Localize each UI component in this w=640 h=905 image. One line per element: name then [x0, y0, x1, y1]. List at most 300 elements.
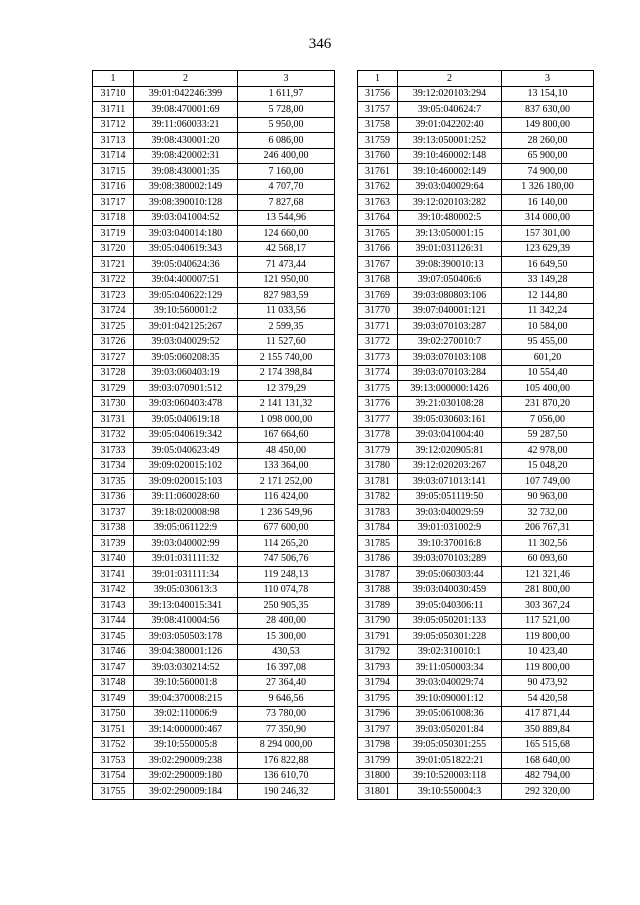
cadastral-number-cell: 39:03:060403:19	[134, 365, 238, 381]
table-row	[93, 179, 335, 195]
value-cell: 42 568,17	[238, 241, 335, 257]
row-number-cell: 31769	[358, 288, 398, 304]
row-number-cell: 31756	[358, 86, 398, 102]
row-number-cell: 31759	[358, 133, 398, 149]
table-row	[93, 303, 335, 319]
row-number-cell: 31796	[358, 706, 398, 722]
table-row	[358, 644, 594, 660]
table-row	[93, 489, 335, 505]
value-cell: 10 584,00	[502, 319, 594, 335]
value-cell: 9 646,56	[238, 691, 335, 707]
cadastral-number-cell: 39:03:040029:59	[398, 505, 502, 521]
cadastral-number-cell: 39:01:042125:267	[134, 319, 238, 335]
value-cell: 60 093,60	[502, 551, 594, 567]
value-cell: 16 649,50	[502, 257, 594, 273]
cadastral-number-cell: 39:03:070103:287	[398, 319, 502, 335]
cadastral-number-cell: 39:05:061008:36	[398, 706, 502, 722]
row-number-cell: 31752	[93, 737, 134, 753]
row-number-cell: 31749	[93, 691, 134, 707]
value-cell: 10 554,40	[502, 365, 594, 381]
table-row	[358, 629, 594, 645]
value-cell: 2 174 398,84	[238, 365, 335, 381]
table-row	[358, 148, 594, 164]
right-data-table	[357, 70, 594, 800]
row-number-cell: 31712	[93, 117, 134, 133]
cadastral-number-cell: 39:14:000000:467	[134, 722, 238, 738]
value-cell: 133 364,00	[238, 458, 335, 474]
row-number-cell: 31751	[93, 722, 134, 738]
cadastral-number-cell: 39:05:050301:228	[398, 629, 502, 645]
value-cell: 314 000,00	[502, 210, 594, 226]
table-row	[358, 272, 594, 288]
table-row	[358, 303, 594, 319]
row-number-cell: 31717	[93, 195, 134, 211]
table-row	[358, 102, 594, 118]
row-number-cell: 31744	[93, 613, 134, 629]
value-cell: 73 780,00	[238, 706, 335, 722]
row-number-cell: 31760	[358, 148, 398, 164]
row-number-cell: 31774	[358, 365, 398, 381]
table-row	[93, 241, 335, 257]
value-cell: 10 423,40	[502, 644, 594, 660]
cadastral-number-cell: 39:07:040001:121	[398, 303, 502, 319]
table-row	[358, 86, 594, 102]
table-row	[358, 784, 594, 800]
table-row	[358, 474, 594, 490]
table-row	[358, 365, 594, 381]
row-number-cell: 31777	[358, 412, 398, 428]
table-row	[93, 381, 335, 397]
row-number-cell: 31715	[93, 164, 134, 180]
value-cell: 601,20	[502, 350, 594, 366]
cadastral-number-cell: 39:10:560001:8	[134, 675, 238, 691]
table-row	[358, 737, 594, 753]
table-row	[358, 319, 594, 335]
value-cell: 119 248,13	[238, 567, 335, 583]
table-row	[93, 226, 335, 242]
table-row	[358, 722, 594, 738]
table-row	[358, 598, 594, 614]
value-cell: 114 265,20	[238, 536, 335, 552]
value-cell: 95 455,00	[502, 334, 594, 350]
value-cell: 2 155 740,00	[238, 350, 335, 366]
row-number-cell: 31795	[358, 691, 398, 707]
table-row	[358, 334, 594, 350]
table-row	[93, 520, 335, 536]
cadastral-number-cell: 39:05:040619:18	[134, 412, 238, 428]
cadastral-number-cell: 39:01:042246:399	[134, 86, 238, 102]
cadastral-number-cell: 39:04:370008:215	[134, 691, 238, 707]
table-row	[93, 443, 335, 459]
table-row	[358, 381, 594, 397]
row-number-cell: 31789	[358, 598, 398, 614]
value-cell: 15 300,00	[238, 629, 335, 645]
table-row	[358, 257, 594, 273]
value-cell: 417 871,44	[502, 706, 594, 722]
row-number-cell: 31784	[358, 520, 398, 536]
table-row	[358, 210, 594, 226]
cadastral-number-cell: 39:03:070103:284	[398, 365, 502, 381]
cadastral-number-cell: 39:03:041004:52	[134, 210, 238, 226]
table-row	[93, 706, 335, 722]
cadastral-number-cell: 39:08:390010:128	[134, 195, 238, 211]
value-cell: 33 149,28	[502, 272, 594, 288]
value-cell: 11 342,24	[502, 303, 594, 319]
cadastral-number-cell: 39:13:000000:1426	[398, 381, 502, 397]
row-number-cell: 31728	[93, 365, 134, 381]
cadastral-number-cell: 39:18:020008:98	[134, 505, 238, 521]
cadastral-number-cell: 39:03:040029:64	[398, 179, 502, 195]
value-cell: 7 056,00	[502, 412, 594, 428]
cadastral-number-cell: 39:10:560001:2	[134, 303, 238, 319]
table-header-row	[358, 71, 594, 87]
row-number-cell: 31781	[358, 474, 398, 490]
row-number-cell: 31713	[93, 133, 134, 149]
cadastral-number-cell: 39:05:060303:44	[398, 567, 502, 583]
row-number-cell: 31726	[93, 334, 134, 350]
table-row	[93, 598, 335, 614]
cadastral-number-cell: 39:03:080803:106	[398, 288, 502, 304]
table-row	[93, 691, 335, 707]
cadastral-number-cell: 39:03:040014:180	[134, 226, 238, 242]
cadastral-number-cell: 39:03:040029:52	[134, 334, 238, 350]
row-number-cell: 31792	[358, 644, 398, 660]
value-cell: 90 963,00	[502, 489, 594, 505]
row-number-cell: 31782	[358, 489, 398, 505]
row-number-cell: 31794	[358, 675, 398, 691]
row-number-cell: 31723	[93, 288, 134, 304]
value-cell: 59 287,50	[502, 427, 594, 443]
row-number-cell: 31790	[358, 613, 398, 629]
row-number-cell: 31716	[93, 179, 134, 195]
table-row	[358, 412, 594, 428]
value-cell: 350 889,84	[502, 722, 594, 738]
value-cell: 90 473,92	[502, 675, 594, 691]
row-number-cell: 31755	[93, 784, 134, 800]
cadastral-number-cell: 39:05:051119:50	[398, 489, 502, 505]
cadastral-number-cell: 39:11:060033:21	[134, 117, 238, 133]
row-number-cell: 31776	[358, 396, 398, 412]
value-cell: 837 630,00	[502, 102, 594, 118]
cadastral-number-cell: 39:13:050001:15	[398, 226, 502, 242]
table-row	[93, 272, 335, 288]
table-row	[93, 365, 335, 381]
table-row	[358, 117, 594, 133]
column-header-number: 1	[358, 71, 398, 87]
cadastral-number-cell: 39:08:430001:35	[134, 164, 238, 180]
row-number-cell: 31765	[358, 226, 398, 242]
row-number-cell: 31778	[358, 427, 398, 443]
cadastral-number-cell: 39:05:040623:49	[134, 443, 238, 459]
cadastral-number-cell: 39:12:020203:267	[398, 458, 502, 474]
cadastral-number-cell: 39:03:041004:40	[398, 427, 502, 443]
table-row	[93, 768, 335, 784]
value-cell: 32 732,00	[502, 505, 594, 521]
row-number-cell: 31757	[358, 102, 398, 118]
value-cell: 250 905,35	[238, 598, 335, 614]
row-number-cell: 31722	[93, 272, 134, 288]
value-cell: 28 400,00	[238, 613, 335, 629]
cadastral-number-cell: 39:12:020905:81	[398, 443, 502, 459]
value-cell: 281 800,00	[502, 582, 594, 598]
row-number-cell: 31711	[93, 102, 134, 118]
row-number-cell: 31801	[358, 784, 398, 800]
row-number-cell: 31761	[358, 164, 398, 180]
table-row	[358, 691, 594, 707]
cadastral-number-cell: 39:03:070103:289	[398, 551, 502, 567]
row-number-cell: 31786	[358, 551, 398, 567]
row-number-cell: 31718	[93, 210, 134, 226]
cadastral-number-cell: 39:05:030613:3	[134, 582, 238, 598]
value-cell: 149 800,00	[502, 117, 594, 133]
table-row	[358, 675, 594, 691]
value-cell: 12 144,80	[502, 288, 594, 304]
cadastral-number-cell: 39:08:380002:149	[134, 179, 238, 195]
value-cell: 4 707,70	[238, 179, 335, 195]
value-cell: 121 950,00	[238, 272, 335, 288]
value-cell: 15 048,20	[502, 458, 594, 474]
value-cell: 65 900,00	[502, 148, 594, 164]
value-cell: 124 660,00	[238, 226, 335, 242]
cadastral-number-cell: 39:08:430001:20	[134, 133, 238, 149]
page-number: 346	[308, 36, 332, 52]
row-number-cell: 31797	[358, 722, 398, 738]
table-row	[358, 443, 594, 459]
cadastral-number-cell: 39:05:040619:342	[134, 427, 238, 443]
cadastral-number-cell: 39:13:050001:252	[398, 133, 502, 149]
cadastral-number-cell: 39:11:050003:34	[398, 660, 502, 676]
value-cell: 168 640,00	[502, 753, 594, 769]
value-cell: 190 246,32	[238, 784, 335, 800]
value-cell: 107 749,00	[502, 474, 594, 490]
value-cell: 2 599,35	[238, 319, 335, 335]
table-row	[93, 629, 335, 645]
table-row	[93, 427, 335, 443]
row-number-cell: 31719	[93, 226, 134, 242]
row-number-cell: 31727	[93, 350, 134, 366]
table-row	[93, 613, 335, 629]
row-number-cell: 31768	[358, 272, 398, 288]
row-number-cell: 31793	[358, 660, 398, 676]
table-row	[358, 660, 594, 676]
table-row	[358, 133, 594, 149]
cadastral-number-cell: 39:02:270010:7	[398, 334, 502, 350]
value-cell: 5 728,00	[238, 102, 335, 118]
table-row	[93, 660, 335, 676]
cadastral-number-cell: 39:11:060028:60	[134, 489, 238, 505]
value-cell: 6 086,00	[238, 133, 335, 149]
table-row	[358, 164, 594, 180]
row-number-cell: 31779	[358, 443, 398, 459]
row-number-cell: 31724	[93, 303, 134, 319]
value-cell: 206 767,31	[502, 520, 594, 536]
row-number-cell: 31732	[93, 427, 134, 443]
row-number-cell: 31787	[358, 567, 398, 583]
row-number-cell: 31733	[93, 443, 134, 459]
cadastral-number-cell: 39:10:090001:12	[398, 691, 502, 707]
row-number-cell: 31720	[93, 241, 134, 257]
value-cell: 303 367,24	[502, 598, 594, 614]
table-row	[93, 102, 335, 118]
cadastral-number-cell: 39:05:040624:7	[398, 102, 502, 118]
cadastral-number-cell: 39:03:040029:74	[398, 675, 502, 691]
cadastral-number-cell: 39:05:061122:9	[134, 520, 238, 536]
table-header-row	[93, 71, 335, 87]
cadastral-number-cell: 39:05:050301:255	[398, 737, 502, 753]
value-cell: 12 379,29	[238, 381, 335, 397]
cadastral-number-cell: 39:10:550004:3	[398, 784, 502, 800]
cadastral-number-cell: 39:01:031111:32	[134, 551, 238, 567]
table-row	[358, 613, 594, 629]
cadastral-number-cell: 39:03:040030:459	[398, 582, 502, 598]
value-cell: 246 400,00	[238, 148, 335, 164]
value-cell: 77 350,90	[238, 722, 335, 738]
row-number-cell: 31721	[93, 257, 134, 273]
table-row	[358, 179, 594, 195]
row-number-cell: 31785	[358, 536, 398, 552]
row-number-cell: 31739	[93, 536, 134, 552]
row-number-cell: 31748	[93, 675, 134, 691]
value-cell: 165 515,68	[502, 737, 594, 753]
column-header-cadastral-number: 2	[398, 71, 502, 87]
cadastral-number-cell: 39:04:380001:126	[134, 644, 238, 660]
row-number-cell: 31734	[93, 458, 134, 474]
table-row	[93, 784, 335, 800]
table-row	[358, 226, 594, 242]
value-cell: 2 171 252,00	[238, 474, 335, 490]
value-cell: 48 450,00	[238, 443, 335, 459]
cadastral-number-cell: 39:08:390010:13	[398, 257, 502, 273]
table-row	[93, 148, 335, 164]
row-number-cell: 31763	[358, 195, 398, 211]
table-row	[358, 567, 594, 583]
cadastral-number-cell: 39:12:020103:282	[398, 195, 502, 211]
cadastral-number-cell: 39:03:070103:108	[398, 350, 502, 366]
row-number-cell: 31770	[358, 303, 398, 319]
value-cell: 16 397,08	[238, 660, 335, 676]
row-number-cell: 31743	[93, 598, 134, 614]
cadastral-number-cell: 39:02:110006:9	[134, 706, 238, 722]
value-cell: 7 827,68	[238, 195, 335, 211]
cadastral-number-cell: 39:02:290009:184	[134, 784, 238, 800]
value-cell: 13 154,10	[502, 86, 594, 102]
value-cell: 231 870,20	[502, 396, 594, 412]
row-number-cell: 31750	[93, 706, 134, 722]
cadastral-number-cell: 39:07:050406:6	[398, 272, 502, 288]
table-row	[358, 458, 594, 474]
table-row	[93, 644, 335, 660]
table-row	[358, 350, 594, 366]
table-row	[358, 241, 594, 257]
value-cell: 677 600,00	[238, 520, 335, 536]
row-number-cell: 31753	[93, 753, 134, 769]
row-number-cell: 31758	[358, 117, 398, 133]
table-row	[93, 334, 335, 350]
row-number-cell: 31729	[93, 381, 134, 397]
cadastral-number-cell: 39:08:420002:31	[134, 148, 238, 164]
table-row	[93, 195, 335, 211]
table-row	[358, 505, 594, 521]
value-cell: 482 794,00	[502, 768, 594, 784]
value-cell: 292 320,00	[502, 784, 594, 800]
cadastral-number-cell: 39:02:290009:238	[134, 753, 238, 769]
row-number-cell: 31771	[358, 319, 398, 335]
row-number-cell: 31798	[358, 737, 398, 753]
row-number-cell: 31714	[93, 148, 134, 164]
table-row	[93, 753, 335, 769]
row-number-cell: 31736	[93, 489, 134, 505]
value-cell: 827 983,59	[238, 288, 335, 304]
value-cell: 119 800,00	[502, 660, 594, 676]
table-row	[93, 86, 335, 102]
table-row	[93, 474, 335, 490]
cadastral-number-cell: 39:05:050201:133	[398, 613, 502, 629]
value-cell: 28 260,00	[502, 133, 594, 149]
table-row	[93, 117, 335, 133]
row-number-cell: 31710	[93, 86, 134, 102]
table-row	[93, 412, 335, 428]
cadastral-number-cell: 39:03:040002:99	[134, 536, 238, 552]
cadastral-number-cell: 39:03:070901:512	[134, 381, 238, 397]
value-cell: 116 424,00	[238, 489, 335, 505]
table-row	[358, 489, 594, 505]
value-cell: 2 141 131,32	[238, 396, 335, 412]
row-number-cell: 31788	[358, 582, 398, 598]
row-number-cell: 31731	[93, 412, 134, 428]
value-cell: 119 800,00	[502, 629, 594, 645]
cadastral-number-cell: 39:02:310010:1	[398, 644, 502, 660]
value-cell: 105 400,00	[502, 381, 594, 397]
value-cell: 430,53	[238, 644, 335, 660]
value-cell: 71 473,44	[238, 257, 335, 273]
row-number-cell: 31773	[358, 350, 398, 366]
value-cell: 117 521,00	[502, 613, 594, 629]
value-cell: 1 098 000,00	[238, 412, 335, 428]
value-cell: 747 506,76	[238, 551, 335, 567]
cadastral-number-cell: 39:03:060403:478	[134, 396, 238, 412]
value-cell: 5 950,00	[238, 117, 335, 133]
cadastral-number-cell: 39:01:031111:34	[134, 567, 238, 583]
row-number-cell: 31747	[93, 660, 134, 676]
cadastral-number-cell: 39:12:020103:294	[398, 86, 502, 102]
cadastral-number-cell: 39:09:020015:102	[134, 458, 238, 474]
cadastral-number-cell: 39:03:030214:52	[134, 660, 238, 676]
table-row	[93, 288, 335, 304]
table-row	[358, 520, 594, 536]
value-cell: 13 544,96	[238, 210, 335, 226]
table-row	[93, 737, 335, 753]
row-number-cell: 31745	[93, 629, 134, 645]
table-row	[93, 551, 335, 567]
cadastral-number-cell: 39:08:410004:56	[134, 613, 238, 629]
table-row	[358, 396, 594, 412]
cadastral-number-cell: 39:21:030108:28	[398, 396, 502, 412]
value-cell: 42 978,00	[502, 443, 594, 459]
table-row	[93, 133, 335, 149]
table-row	[93, 567, 335, 583]
table-row	[93, 675, 335, 691]
row-number-cell: 31772	[358, 334, 398, 350]
value-cell: 8 294 000,00	[238, 737, 335, 753]
table-row	[93, 722, 335, 738]
value-cell: 167 664,60	[238, 427, 335, 443]
row-number-cell: 31740	[93, 551, 134, 567]
value-cell: 1 236 549,96	[238, 505, 335, 521]
value-cell: 176 822,88	[238, 753, 335, 769]
cadastral-number-cell: 39:05:040622:129	[134, 288, 238, 304]
cadastral-number-cell: 39:02:290009:180	[134, 768, 238, 784]
table-row	[93, 536, 335, 552]
